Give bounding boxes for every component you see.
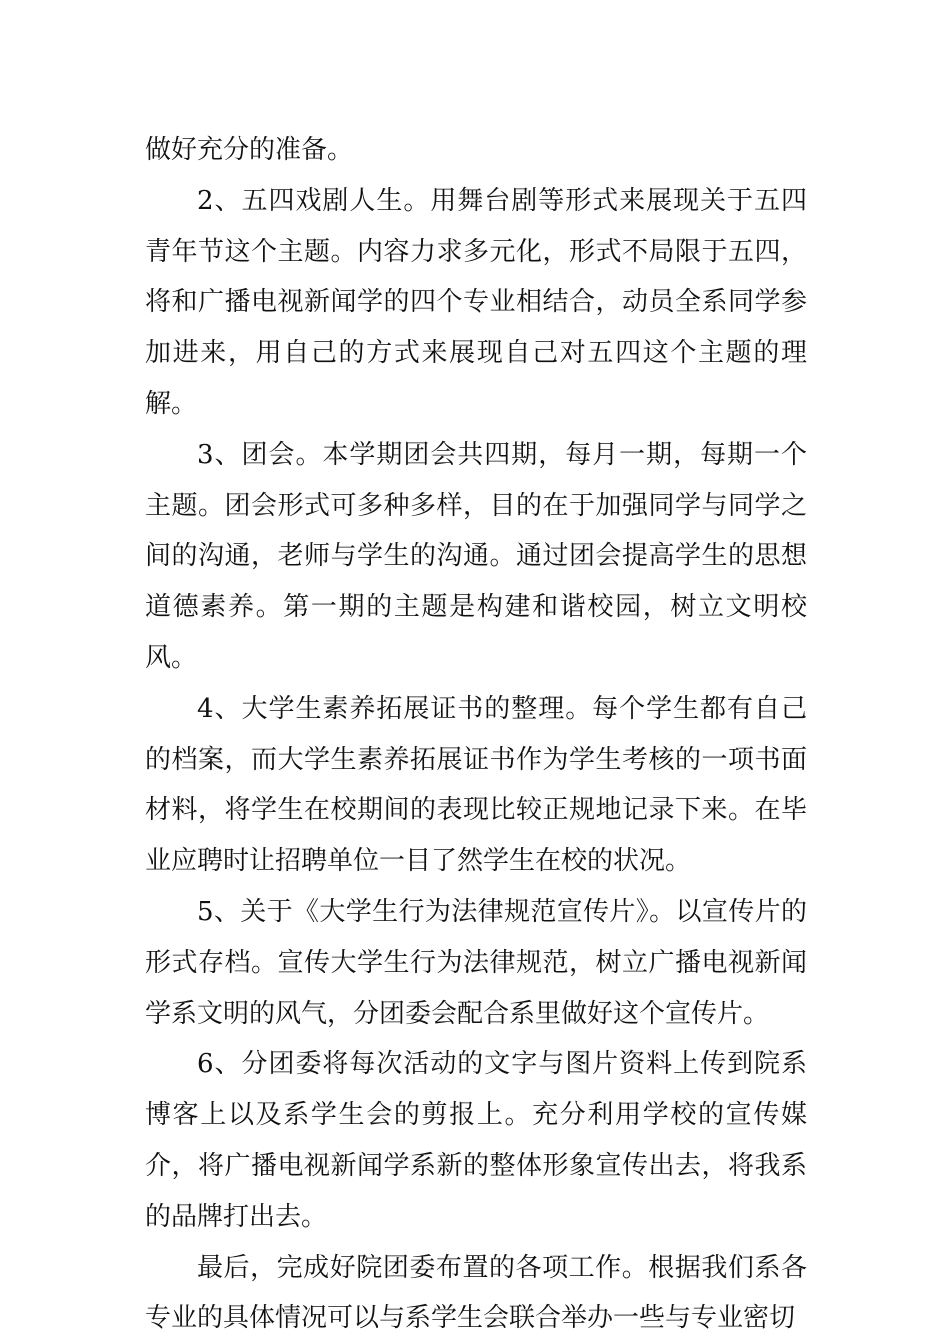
paragraph-item-2: 2、五四戏剧人生。用舞台剧等形式来展现关于五四青年节这个主题。内容力求多元化，形式不局限于五四，将和广播电视新闻学的四个专业相结合，动员全系同学参加进来，用自己的方式来展现自己对五四这个主题的理解。 [145,185,807,419]
paragraph-item-6: 6、分团委将每次活动的文字与图片资料上传到院系博客上以及系学生会的剪报上。充分利用学校的宣传媒介，将广播电视新闻学系新的整体形象宣传出去，将我系的品牌打出去。 [145,1049,807,1232]
document-body [145,125,807,1344]
paragraph-continuation: 做好充分的准备。 [145,135,354,165]
paragraph-item-3: 3、团会。本学期团会共四期，每月一期，每期一个主题。团会形式可多种多样，目的在于加强同学与同学之间的沟通，老师与学生的沟通。通过团会提高学生的思想道德素养。第一期的主题是构建和谐校园，树立文明校风。 [145,439,807,673]
paragraph-item-4: 4、大学生素养拓展证书的整理。每个学生都有自己的档案，而大学生素养拓展证书作为学生考核的一项书面材料，将学生在校期间的表现比较正规地记录下来。在毕业应聘时让招聘单位一目了然学生在校的状况。 [145,693,807,877]
paragraph-item-5: 5、关于《大学生行为法律规范宣传片》。以宣传片的形式存档。宣传大学生行为法律规范，树立广播电视新闻学系文明的风气，分团委会配合系里做好这个宣传片。 [145,896,807,1029]
paragraph-final: 最后，完成好院团委布置的各项工作。根据我们系各专业的具体情况可以与系学生会联合举办一些与专业密切 [145,1252,807,1334]
